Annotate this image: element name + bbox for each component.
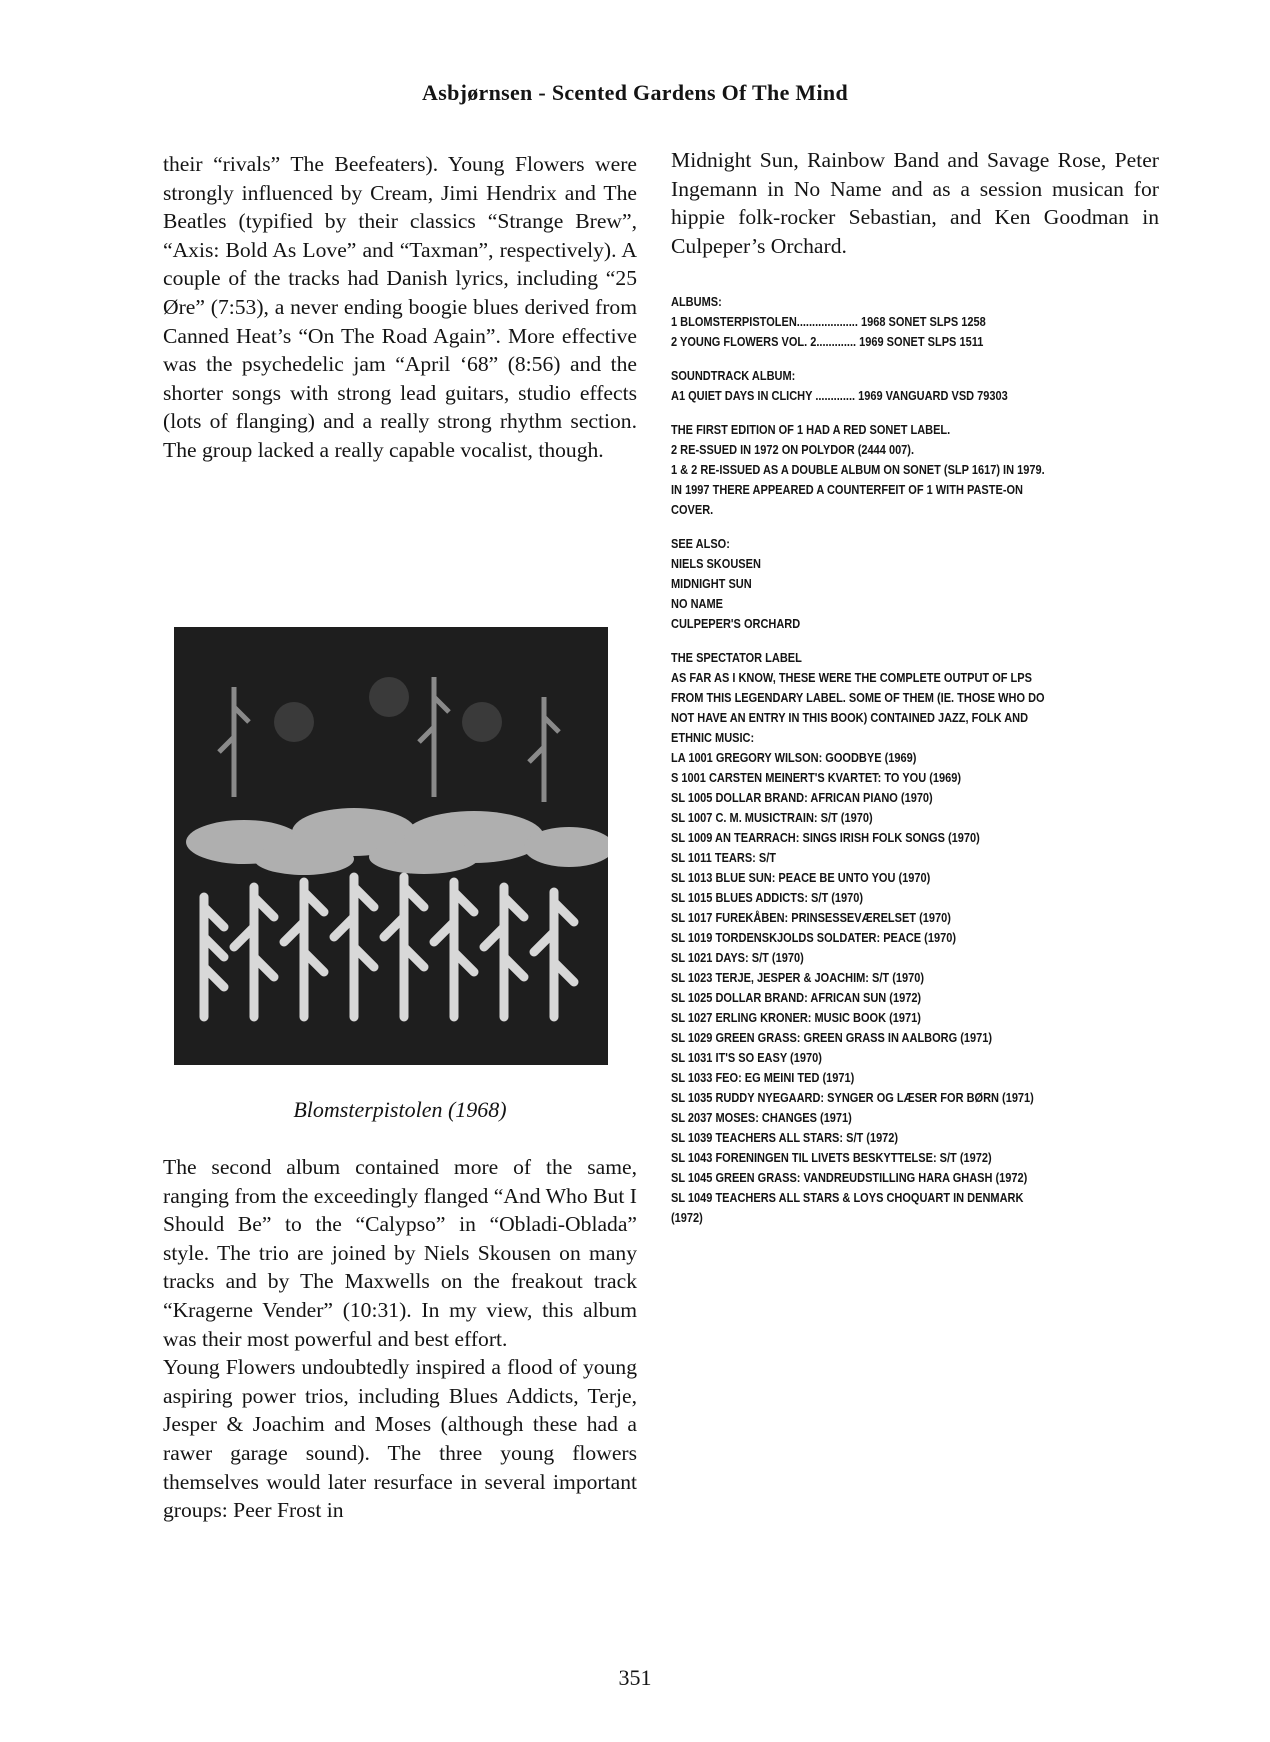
list-item: CULPEPER'S ORCHARD <box>671 616 801 632</box>
body-paragraph: their “rivals” The Beefeaters). Young Flowers were strongly influenced by Cream, Jimi Hendrix and The Beatles (typified by their classics “Strange Brew”, “Axis: Bold As Love” and “Taxman”, respectively). A couple of the tracks had Danish lyrics, including “25 Øre” (7:53), a never ending boogie blues derived from Canned Heat’s “On The Road Again”. More effective was the psychedelic jam “April ‘68” (8:56) and the shorter songs with strong lead guitars, studio effects (lots of flanging) and a really strong rhythm section. The group lacked a really capable vocalist, though. <box>163 152 637 462</box>
list-item: SL 1033 FEO: EG MEINI TED (1971) <box>671 1070 855 1086</box>
list-item: SL 1023 TERJE, JESPER & JOACHIM: S/T (1970) <box>671 970 925 986</box>
list-item: SL 1011 TEARS: S/T <box>671 850 777 866</box>
list-item: (1972) <box>671 1210 703 1226</box>
list-item: SL 1049 TEACHERS ALL STARS & LOYS CHOQUART IN DENMARK <box>671 1190 1024 1206</box>
intro-line: FROM THIS LEGENDARY LABEL. SOME OF THEM (IE. THOSE WHO DO <box>671 690 1045 706</box>
list-item: SL 1031 IT'S SO EASY (1970) <box>671 1050 822 1066</box>
list-item: NIELS SKOUSEN <box>671 556 761 572</box>
list-item: SL 1007 C. M. MUSICTRAIN: S/T (1970) <box>671 810 873 826</box>
section-heading: THE SPECTATOR LABEL <box>671 650 802 666</box>
note-line: 1 & 2 RE-ISSUED AS A DOUBLE ALBUM ON SONET (SLP 1617) IN 1979. <box>671 462 1045 478</box>
body-paragraph: Midnight Sun, Rainbow Band and Savage Rose, Peter Ingemann in No Name and as a session musican for hippie folk-rocker Sebastian, and Ken Goodman in Culpeper’s Orchard. <box>671 148 1159 258</box>
page-title: Asbjørnsen - Scented Gardens Of The Mind <box>422 80 848 105</box>
list-item: SL 1029 GREEN GRASS: GREEN GRASS IN AALBORG (1971) <box>671 1030 993 1046</box>
soundtrack-section <box>671 366 1159 406</box>
list-item: SL 2037 MOSES: CHANGES (1971) <box>671 1110 852 1126</box>
figure-caption: Blomsterpistolen (1968) <box>293 1097 507 1122</box>
list-item: SL 1019 TORDENSKJOLDS SOLDATER: PEACE (1970) <box>671 930 956 946</box>
body-paragraph: Young Flowers undoubtedly inspired a flood of young aspiring power trios, including Blues Addicts, Terje, Jesper & Joachim and Moses (although these had a rawer garage sound). The three young flowers themselves would later resurface in several important groups: Peer Frost in <box>163 1355 637 1523</box>
intro-line: AS FAR AS I KNOW, THESE WERE THE COMPLETE OUTPUT OF LPS <box>671 670 1032 686</box>
list-item: SL 1045 GREEN GRASS: VANDREUDSTILLING HARA GHASH (1972) <box>671 1170 1028 1186</box>
list-item: 1 BLOMSTERPISTOLEN.................... 1968 SONET SLPS 1258 <box>671 314 986 330</box>
intro-line: NOT HAVE AN ENTRY IN THIS BOOK) CONTAINED JAZZ, FOLK AND <box>671 710 1029 726</box>
list-item: SL 1039 TEACHERS ALL STARS: S/T (1972) <box>671 1130 899 1146</box>
list-item: LA 1001 GREGORY WILSON: GOODBYE (1969) <box>671 750 917 766</box>
list-item: SL 1009 AN TEARRACH: SINGS IRISH FOLK SONGS (1970) <box>671 830 980 846</box>
list-item: SL 1005 DOLLAR BRAND: AFRICAN PIANO (1970) <box>671 790 933 806</box>
page-number: 351 <box>618 1665 652 1690</box>
note-line: IN 1997 THERE APPEARED A COUNTERFEIT OF 1 WITH PASTE-ON <box>671 482 1024 498</box>
list-item: SL 1021 DAYS: S/T (1970) <box>671 950 804 966</box>
list-item: SL 1035 RUDDY NYEGAARD: SYNGER OG LÆSER FOR BØRN (1971) <box>671 1090 1034 1106</box>
spectator-section <box>671 648 1159 1228</box>
note-line: COVER. <box>671 502 714 518</box>
list-item: NO NAME <box>671 596 723 612</box>
list-item: SL 1025 DOLLAR BRAND: AFRICAN SUN (1972) <box>671 990 922 1006</box>
list-item: SL 1017 FUREKÅBEN: PRINSESSEVÆRELSET (1970) <box>671 910 951 926</box>
list-item: A1 QUIET DAYS IN CLICHY ............. 1969 VANGUARD VSD 79303 <box>671 388 1008 404</box>
body-paragraph: The second album contained more of the same, ranging from the exceedingly flanged “And Who But I Should Be” to the “Calypso” in “Obladi-Oblada” style. The trio are joined by Niels Skousen on many tracks and by The Maxwells on the freakout track “Kragerne Vender” (10:31). In my view, this album was their most powerful and best effort. <box>163 1155 637 1351</box>
list-item: 2 YOUNG FLOWERS VOL. 2............. 1969 SONET SLPS 1511 <box>671 334 984 350</box>
notes-section <box>671 420 1159 520</box>
see-also-section <box>671 534 1159 634</box>
album-cover-image <box>174 627 608 1065</box>
list-item: MIDNIGHT SUN <box>671 576 752 592</box>
albums-section <box>671 292 1159 352</box>
list-item: SL 1043 FORENINGEN TIL LIVETS BESKYTTELSE: S/T (1972) <box>671 1150 992 1166</box>
discography-notes <box>671 292 1159 1228</box>
left-column-bottom <box>163 1153 637 1525</box>
album-cover-illustration <box>174 627 608 1065</box>
section-heading: SOUNDTRACK ALBUM: <box>671 368 796 384</box>
section-heading: SEE ALSO: <box>671 536 730 552</box>
section-heading: ALBUMS: <box>671 294 722 310</box>
right-column <box>671 146 1159 1242</box>
list-item: S 1001 CARSTEN MEINERT'S KVARTET: TO YOU (1969) <box>671 770 962 786</box>
note-line: THE FIRST EDITION OF 1 HAD A RED SONET LABEL. <box>671 422 951 438</box>
left-column-top <box>163 150 637 465</box>
note-line: 2 RE-SSUED IN 1972 ON POLYDOR (2444 007). <box>671 442 915 458</box>
list-item: SL 1013 BLUE SUN: PEACE BE UNTO YOU (1970) <box>671 870 931 886</box>
list-item: SL 1027 ERLING KRONER: MUSIC BOOK (1971) <box>671 1010 921 1026</box>
list-item: SL 1015 BLUES ADDICTS: S/T (1970) <box>671 890 864 906</box>
intro-line: ETHNIC MUSIC: <box>671 730 755 746</box>
